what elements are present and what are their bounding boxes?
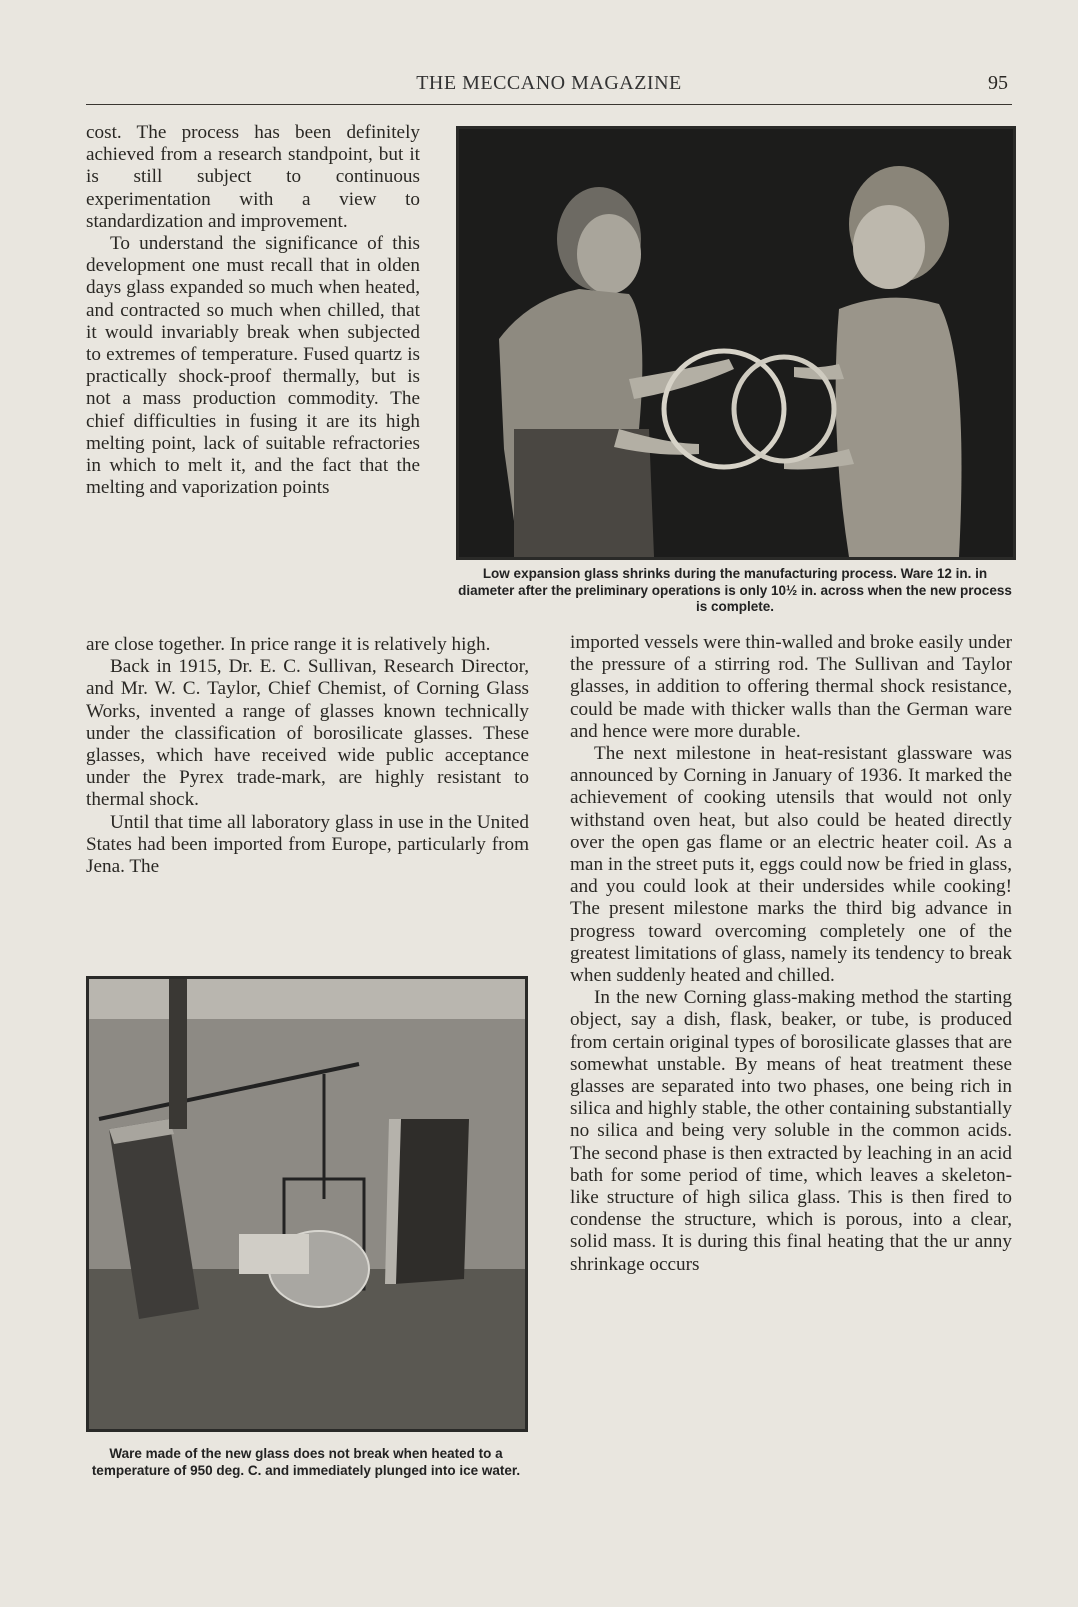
photo-illustration xyxy=(89,979,525,1429)
paragraph: Until that time all laboratory glass in use in the United States had been imported from Europe, particularly from Jena. The xyxy=(86,811,529,878)
magazine-title: THE MECCANO MAGAZINE xyxy=(416,72,682,94)
paragraph: In the new Corning glass-making method the starting object, say a dish, flask, beaker, or tube, is produced from certain original types of borosilicate glasses that are somewhat unstable. By means of heat treatment these glasses are separated into two phases, one being rich in silica and highly stable, the other containing substantially no silica and being very soluble in the common acids. The second phase is then extracted by leaching in an acid bath for some period of time, which leaves a skeleton-like structure of high silica glass. This is then fired to condense the structure, which is porous, into a clear, solid mass. It is during this final heating that the ur anny shrinkage occurs xyxy=(570,987,1012,1275)
page-number: 95 xyxy=(988,72,1008,94)
left-column-bottom xyxy=(86,634,529,878)
paragraph: cost. The process has been definitely achieved from a research standpoint, but it is still subject to continuous experimentation with a view to standardization and improvement. xyxy=(86,122,420,232)
photo-illustration xyxy=(459,129,1013,557)
photo-glass-heat-test xyxy=(86,976,528,1432)
photo-glass-rings xyxy=(456,126,1016,560)
photo-top-caption: Low expansion glass shrinks during the manufacturing process. Ware 12 in. in diameter after the preliminary operations is only 10½ in. across when the new process is complete. xyxy=(458,566,1012,614)
photo-bottom-caption: Ware made of the new glass does not break when heated to a temperature of 950 deg. C. and immediately plunged into ice water. xyxy=(91,1446,521,1478)
paragraph: imported vessels were thin-walled and broke easily under the pressure of a stirring rod. The Sullivan and Taylor glasses, in addition to offering thermal shock resistance, could be made with thicker walls than the German ware and hence were more durable. xyxy=(570,632,1012,742)
paragraph: The next milestone in heat-resistant glassware was announced by Corning in January of 1936. It marked the achievement of cooking utensils that would not only withstand oven heat, but also could be heated directly over the open gas flame or an electric heater coil. As a man in the street puts it, eggs could now be fried in glass, and you could look at their undersides while cooking! The present milestone marks the third big advance in progress toward overcoming completely one of the greatest limitations of glass, namely its tendency to break when suddenly heated and chilled. xyxy=(570,743,1012,987)
paragraph: are close together. In price range it is relatively high. xyxy=(86,634,491,655)
paragraph: To understand the significance of this development one must recall that in olden days glass expanded so much when heated, and contracted so much when chilled, that it would invariably break when subjected to extremes of temperature. Fused quartz is practically shock-proof thermally, but is not a mass production commodity. The chief difficulties in fusing it are its high melting point, lack of suitable refractories in which to melt it, and the fact that the melting and vaporization points xyxy=(86,233,420,499)
right-column xyxy=(570,632,1012,1276)
page-header xyxy=(86,70,1012,105)
paragraph: Back in 1915, Dr. E. C. Sullivan, Research Director, and Mr. W. C. Taylor, Chief Chemist, of Corning Glass Works, invented a range of glasses known technically under the classification of borosilicate glasses. These glasses, which have received wide public acceptance under the Pyrex trade-mark, are highly resistant to thermal shock. xyxy=(86,656,529,811)
left-column-top xyxy=(86,122,420,499)
